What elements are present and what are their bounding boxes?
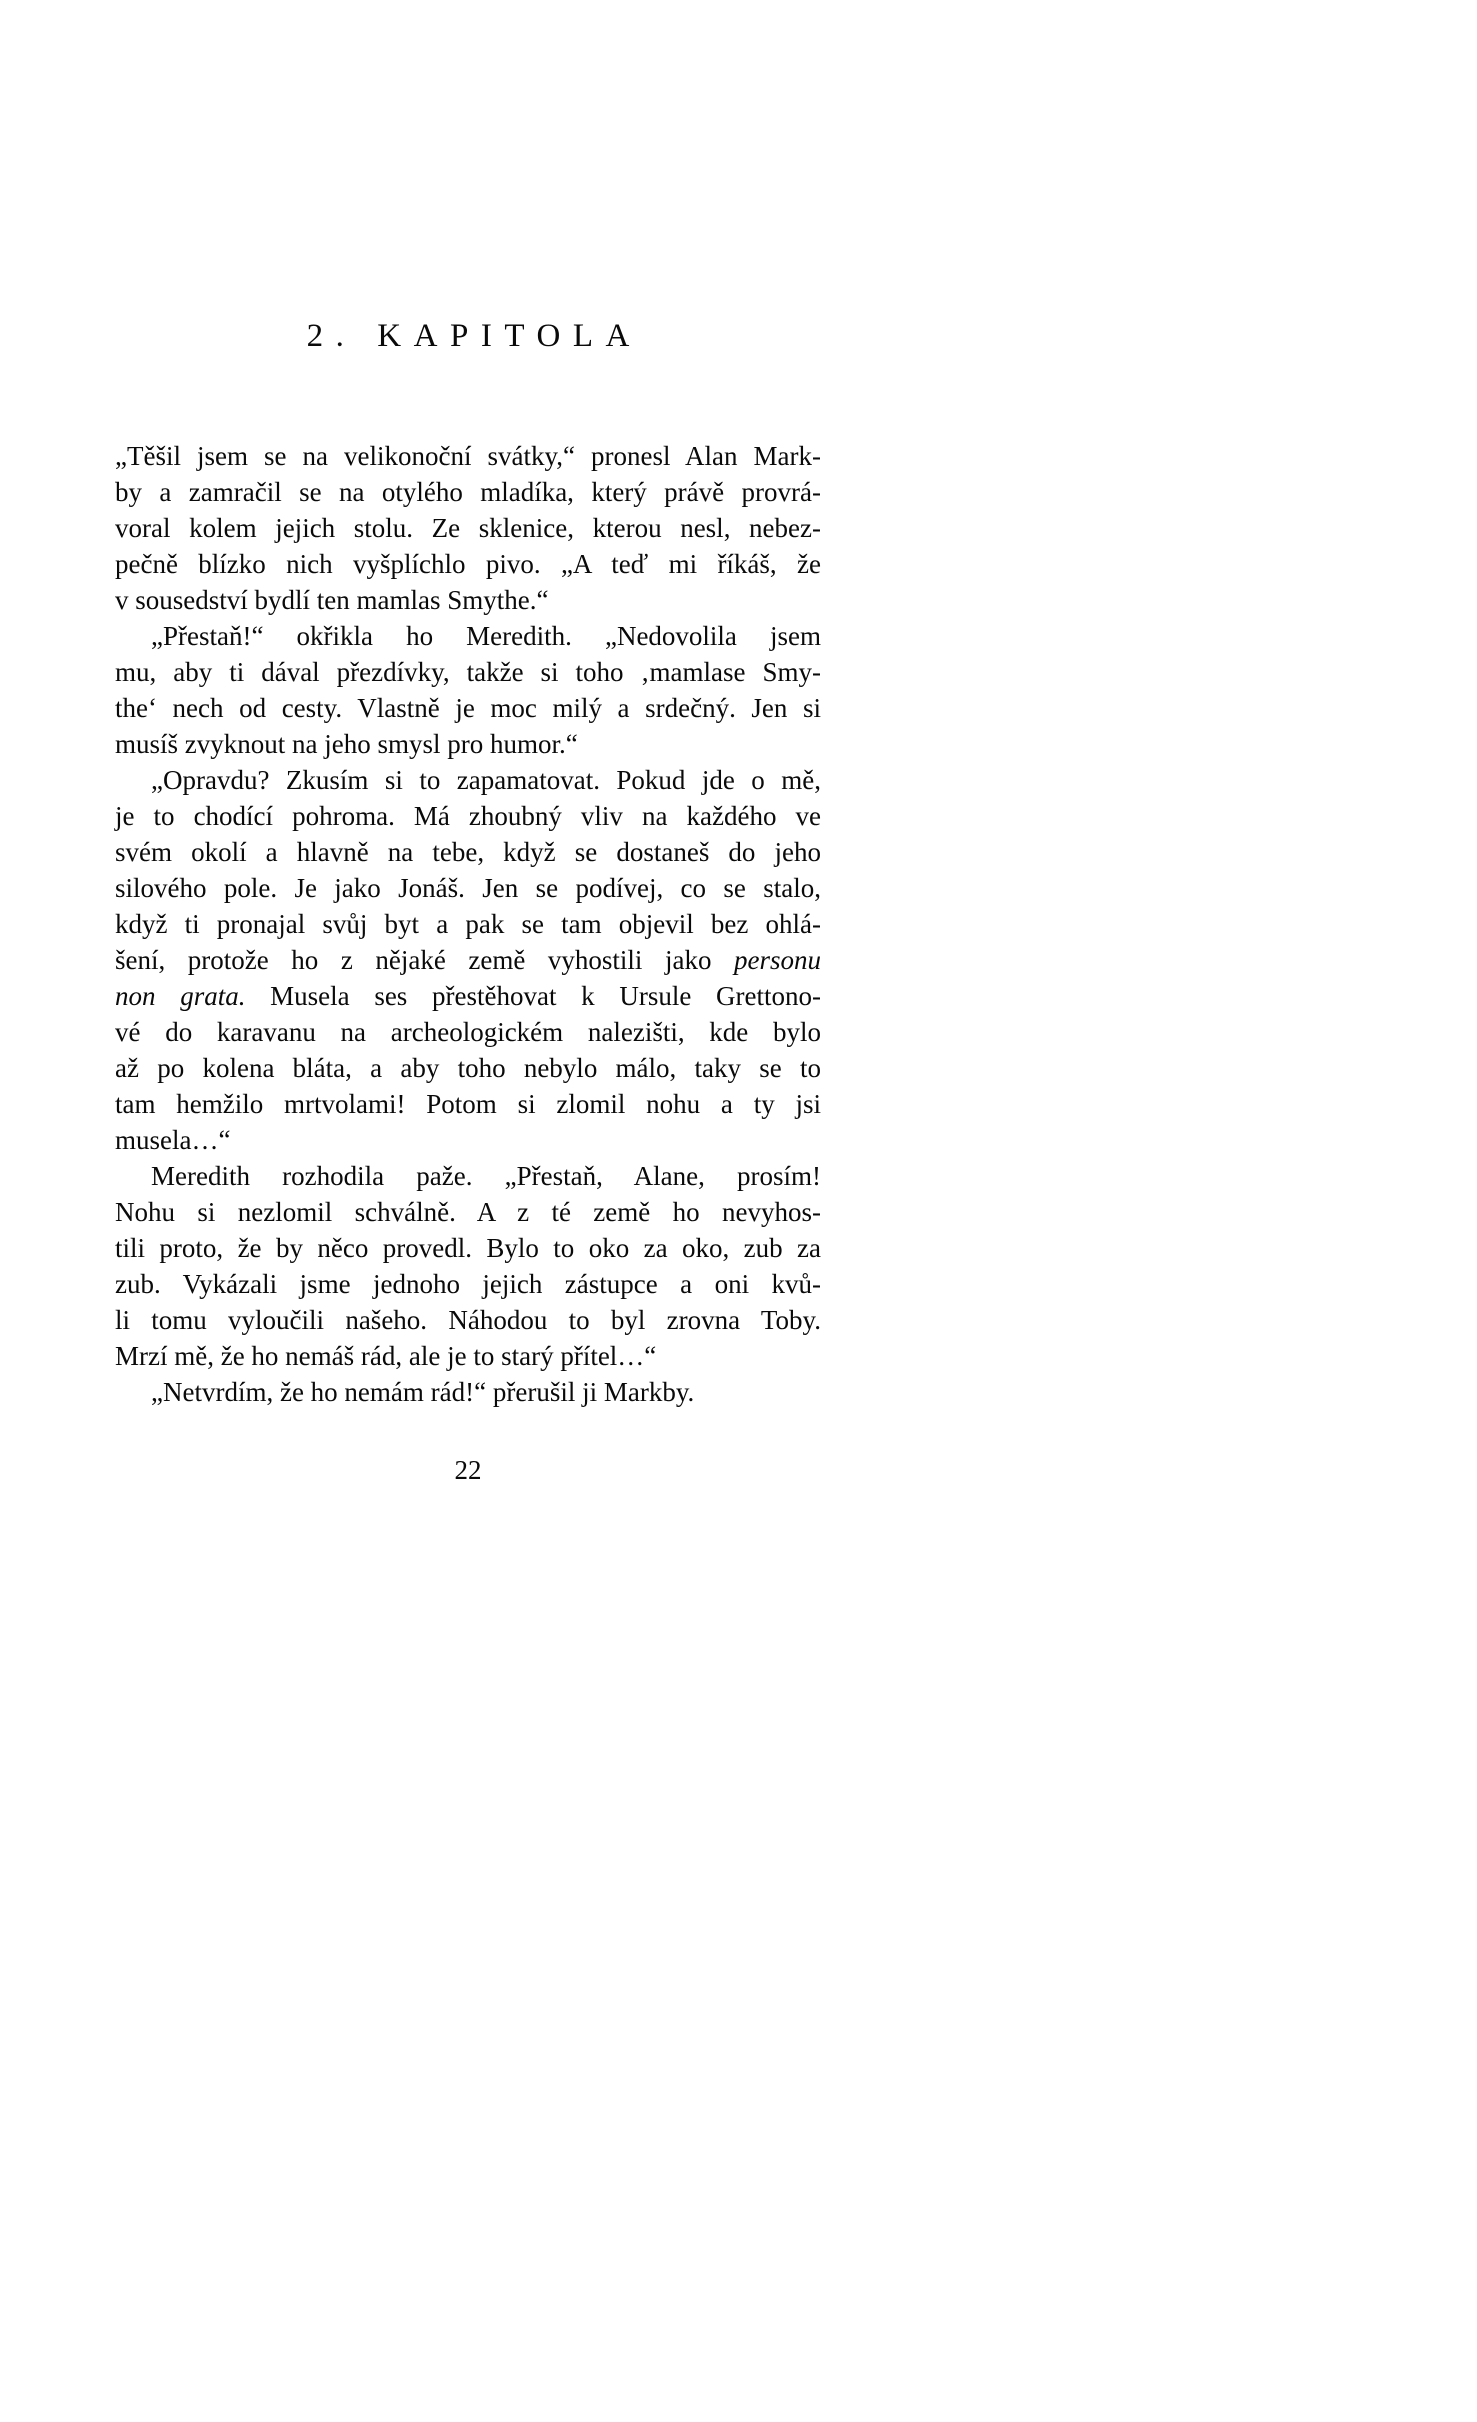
paragraph xyxy=(115,1158,821,1374)
text-segment: „Přestaň!“ okřikla ho Meredith. „Nedovolila jsem xyxy=(151,621,821,651)
text-line xyxy=(115,1266,821,1302)
text-segment: „Netvrdím, že ho nemám rád!“ přerušil ji Markby. xyxy=(151,1377,695,1407)
text-line xyxy=(115,762,821,798)
text-line xyxy=(115,654,821,690)
text-line xyxy=(115,1230,821,1266)
text-line xyxy=(115,870,821,906)
text-block xyxy=(115,320,821,1488)
text-line xyxy=(115,942,821,978)
paragraphs xyxy=(115,438,821,1410)
text-segment: mu, aby ti dával přezdívky, takže si toho ‚mamlase Smy- xyxy=(115,657,821,687)
text-segment: zub. Vykázali jsme jednoho jejich zástupce a oni kvů- xyxy=(115,1269,821,1299)
text-line xyxy=(115,1194,821,1230)
text-segment: vé do karavanu na archeologickém nalezišti, kde bylo xyxy=(115,1017,821,1047)
text-segment: tam hemžilo mrtvolami! Potom si zlomil nohu a ty jsi xyxy=(115,1089,821,1119)
text-line xyxy=(115,690,821,726)
text-segment: svém okolí a hlavně na tebe, když se dostaneš do jeho xyxy=(115,837,821,867)
text-line xyxy=(115,510,821,546)
italic-text-segment: personu xyxy=(734,945,821,975)
text-line xyxy=(115,834,821,870)
text-line xyxy=(115,1374,821,1410)
text-segment: Mrzí mě, že ho nemáš rád, ale je to starý přítel…“ xyxy=(115,1341,657,1371)
text-segment: „Opravdu? Zkusím si to zapamatovat. Pokud jde o mě, xyxy=(151,765,821,795)
text-segment: „Těšil jsem se na velikonoční svátky,“ pronesl Alan Mark- xyxy=(115,441,821,471)
text-segment: musela…“ xyxy=(115,1125,231,1155)
text-segment: musíš zvyknout na jeho smysl pro humor.“ xyxy=(115,729,578,759)
text-segment: Meredith rozhodila paže. „Přestaň, Alane, prosím! xyxy=(151,1161,821,1191)
text-line xyxy=(115,798,821,834)
paragraph xyxy=(115,762,821,1158)
text-line xyxy=(115,474,821,510)
text-line xyxy=(115,582,821,618)
text-line xyxy=(115,438,821,474)
text-line xyxy=(115,1302,821,1338)
text-line xyxy=(115,1122,821,1158)
text-line xyxy=(115,726,821,762)
text-line xyxy=(115,1050,821,1086)
text-line xyxy=(115,1338,821,1374)
text-segment: Nohu si nezlomil schválně. A z té země ho nevyhos- xyxy=(115,1197,821,1227)
text-segment: když ti pronajal svůj byt a pak se tam objevil bez ohlá- xyxy=(115,909,821,939)
text-segment: pečně blízko nich vyšplíchlo pivo. „A teď mi říkáš, že xyxy=(115,549,821,579)
paragraph xyxy=(115,438,821,618)
text-line xyxy=(115,546,821,582)
text-segment: až po kolena bláta, a aby toho nebylo málo, taky se to xyxy=(115,1053,821,1083)
text-segment: Musela ses přestěhovat k Ursule Grettono- xyxy=(245,981,821,1011)
text-segment: šení, protože ho z nějaké země vyhostili jako xyxy=(115,945,734,975)
text-segment: je to chodící pohroma. Má zhoubný vliv na každého ve xyxy=(115,801,821,831)
text-segment: voral kolem jejich stolu. Ze sklenice, kterou nesl, nebez- xyxy=(115,513,821,543)
chapter-title: 2. KAPITOLA xyxy=(306,318,642,354)
page-number: 22 xyxy=(454,1455,482,1485)
paragraph xyxy=(115,1374,821,1410)
text-segment: tili proto, že by něco provedl. Bylo to oko za oko, zub za xyxy=(115,1233,821,1263)
text-line xyxy=(115,1086,821,1122)
text-segment: v sousedství bydlí ten mamlas Smythe.“ xyxy=(115,585,549,615)
paragraph xyxy=(115,618,821,762)
text-segment: by a zamračil se na otylého mladíka, který právě provrá- xyxy=(115,477,821,507)
text-line xyxy=(115,978,821,1014)
text-line xyxy=(115,1158,821,1194)
text-segment: the‘ nech od cesty. Vlastně je moc milý a srdečný. Jen si xyxy=(115,693,821,723)
text-segment: li tomu vyloučili našeho. Náhodou to byl zrovna Toby. xyxy=(115,1305,821,1335)
italic-text-segment: non grata. xyxy=(115,981,246,1011)
text-line xyxy=(115,906,821,942)
text-segment: silového pole. Je jako Jonáš. Jen se podívej, co se stalo, xyxy=(115,873,821,903)
text-line xyxy=(115,618,821,654)
text-line xyxy=(115,1014,821,1050)
